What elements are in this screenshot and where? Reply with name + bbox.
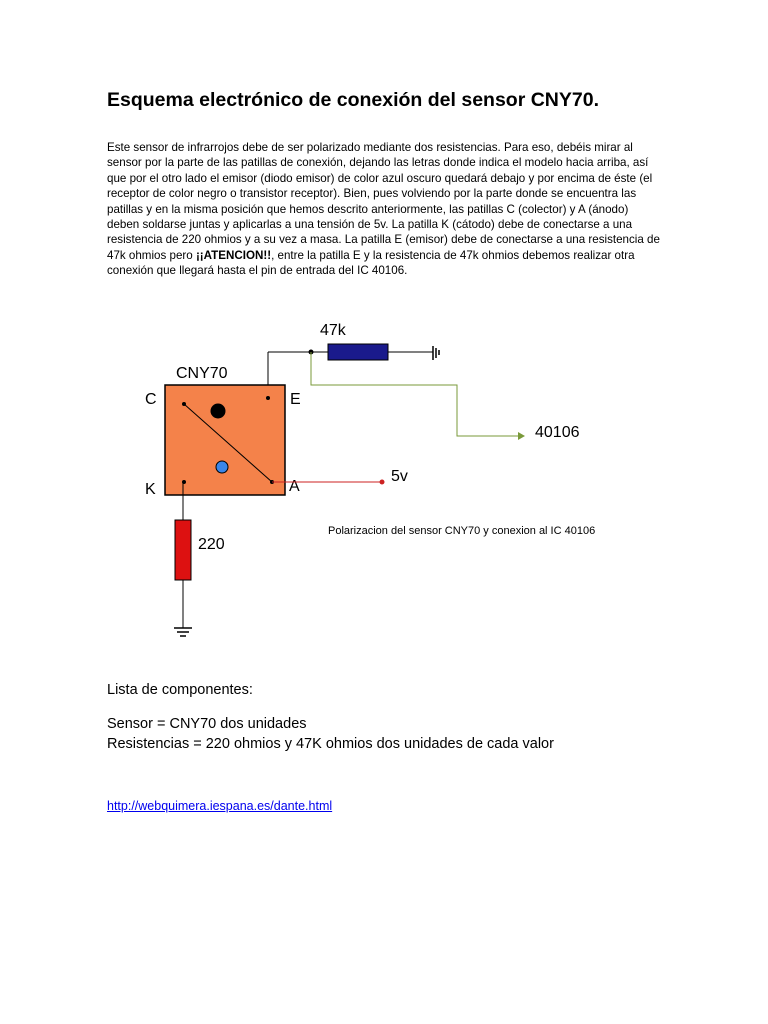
pin-label-a: A xyxy=(289,478,300,495)
paragraph-emphasis: ¡¡ATENCION!! xyxy=(195,248,272,262)
resistor-47k xyxy=(328,344,388,360)
terminal-5v xyxy=(380,480,385,485)
arrow-40106 xyxy=(518,432,525,440)
label-cny70: CNY70 xyxy=(176,365,228,382)
pin-label-c: C xyxy=(145,391,157,408)
components-list xyxy=(107,714,554,754)
page-title: Esquema electrónico de conexión del sensor CNY70. xyxy=(107,89,599,111)
pin-dot-e xyxy=(266,396,270,400)
component-item: Resistencias = 220 ohmios y 47K ohmios dos unidades de cada valor xyxy=(107,736,554,752)
receiver-icon xyxy=(211,404,226,419)
label-220: 220 xyxy=(198,536,225,553)
paragraph-text-start: Este sensor de infrarrojos debe de ser polarizado mediante dos resistencias. Para eso, debéis mirar al sensor por la parte de las patillas de conexión, dejando las letras donde indica el modelo hacia arriba, así que por el otro lado el emisor (diodo emisor) de color azul oscuro quedará debajo y por encima de éste (el receptor de color negro o transistor receptor). Bien, pues volviendo por la parte donde se encuentra las patillas y en la misma posición que hemos descrito anteriormente, las patillas C (colector) y A (ánodo) deben soldarse juntas y aplicarlas a una tensión de 5v. La patilla K (cátodo) debe de conectarse a una resistencia de 220 ohmios y a su vez a masa. La patilla E (emisor) debe de conectarse a una resistencia de 47k ohmios pero xyxy=(107,141,660,262)
label-40106: 40106 xyxy=(535,424,580,441)
ground-icon-220 xyxy=(174,628,192,636)
label-5v: 5v xyxy=(391,468,408,485)
pin-dot-c xyxy=(182,402,186,406)
resistor-220 xyxy=(175,520,191,580)
emitter-icon xyxy=(216,461,228,473)
pin-label-k: K xyxy=(145,481,156,498)
wire-40106 xyxy=(311,352,518,436)
label-47k: 47k xyxy=(320,322,346,339)
circuit-schematic xyxy=(0,300,768,650)
description-paragraph xyxy=(107,140,663,279)
component-item: Sensor = CNY70 dos unidades xyxy=(107,716,307,732)
source-link[interactable]: http://webquimera.iespana.es/dante.html xyxy=(107,799,333,813)
paragraph-text-end: , entre la patilla E y la resistencia de 47k ohmios debemos realizar otra conexión que llegará hasta el pin de entrada del IC 40106. xyxy=(107,248,635,278)
schematic-caption: Polarizacion del sensor CNY70 y conexion al IC 40106 xyxy=(328,525,596,537)
components-heading: Lista de componentes: xyxy=(107,682,253,698)
ground-icon-47k xyxy=(433,346,439,360)
pin-label-e: E xyxy=(290,391,301,408)
